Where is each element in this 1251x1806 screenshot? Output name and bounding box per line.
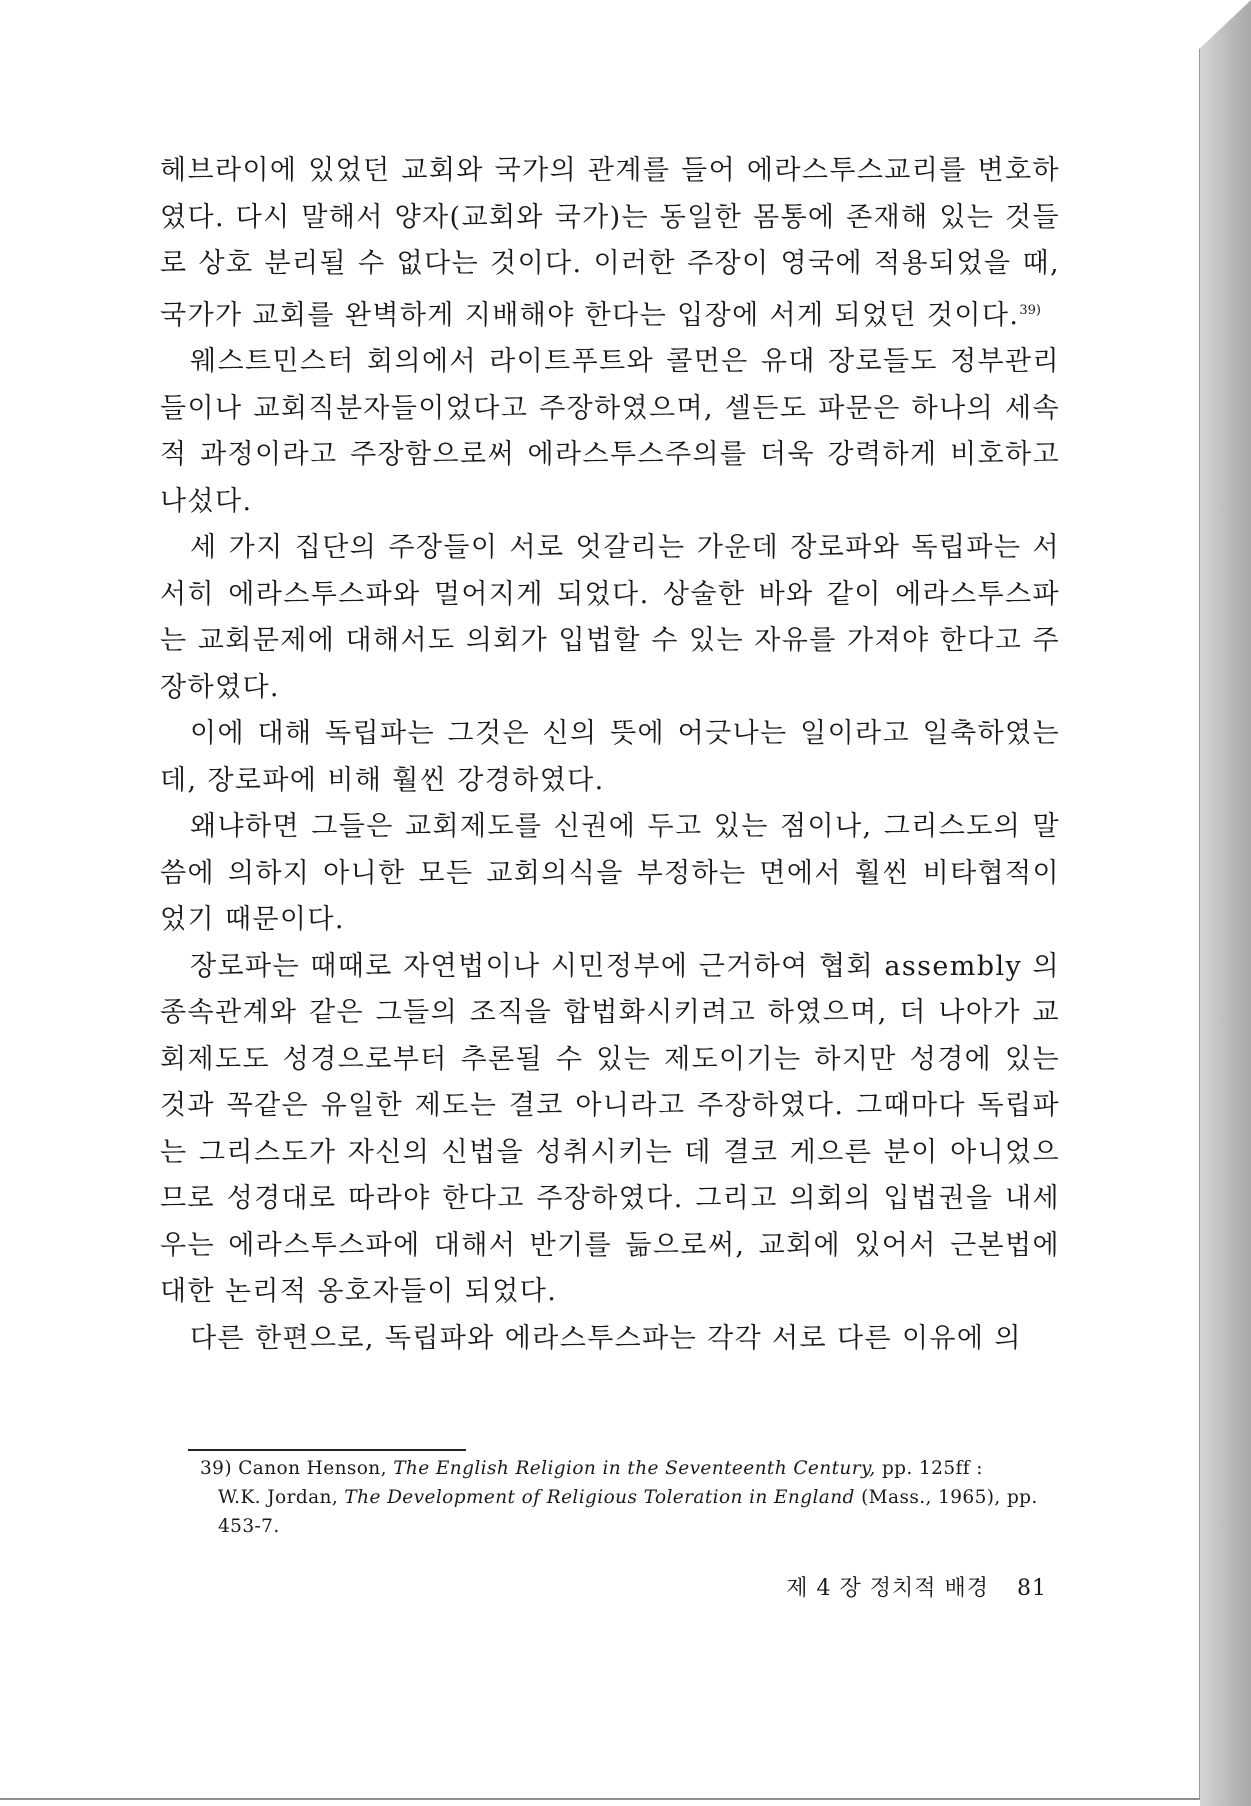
- footnote-line: [200, 1483, 1062, 1541]
- footnote-author: W.K. Jordan,: [218, 1487, 339, 1508]
- footnote-publication: (Mass., 1965), pp. 453-7.: [218, 1487, 1038, 1537]
- page-number: 81: [1017, 1576, 1047, 1601]
- paragraph: 다른 한편으로, 독립파와 에라스투스파는 각각 서로 다른 이유에 의: [190, 1322, 1022, 1354]
- page-edge-shadow: [1200, 0, 1251, 1806]
- footnote: [200, 1454, 1062, 1541]
- chapter-title: 제 4 장 정치적 배경: [786, 1576, 989, 1601]
- page-corner-fold: [1196, 0, 1251, 52]
- footnote-pages: pp. 125ff :: [881, 1458, 983, 1479]
- running-footer: [786, 1571, 1047, 1602]
- footnote-author: Canon Henson,: [238, 1458, 387, 1479]
- paragraph: 헤브라이에 있었던 교회와 국가의 관계를 들어 에라스투스교리를 변호하였다. 다시 말해서 양자(교회와 국가)는 동일한 몸통에 존재해 있는 것들로 상호 분리될 수 없다는 것이다. 이러한 주장이 영국에 적용되었을 때, 국가가 교회를 완벽하게 지배해야 한다는 입장에 서게 되었던 것이다.$^{39)}$: [160, 155, 1060, 331]
- footnote-line: [200, 1454, 1062, 1483]
- paragraph: 세 가지 집단의 주장들이 서로 엇갈리는 가운데 장로파와 독립파는 서서히 에라스투스파와 멀어지게 되었다. 상술한 바와 같이 에라스투스파는 교회문제에 대해서도 의회가 입법할 수 있는 자유를 가져야 한다고 주장하였다.: [160, 532, 1060, 703]
- paragraph: 웨스트민스터 회의에서 라이트푸트와 콜먼은 유대 장로들도 정부관리들이나 교회직분자들이었다고 주장하였으며, 셀든도 파문은 하나의 세속적 과정이라고 주장함으로써 에라스투스주의를 더욱 강력하게 비호하고 나섰다.: [160, 346, 1060, 517]
- body-text: [160, 148, 1060, 1362]
- paragraph: 장로파는 때때로 자연법이나 시민정부에 근거하여 협회 assembly 의 종속관계와 같은 그들의 조직을 합법화시키려고 하였으며, 더 나아가 교회제도도 성경으로부터 추론될 수 있는 제도이기는 하지만 성경에 있는 것과 꼭같은 유일한 제도는 결코 아니라고 주장하였다. 그때마다 독립파는 그리스도가 자신의 신법을 성취시키는 데 결코 게으른 분이 아니었으므로 성경대로 따라야 한다고 주장하였다. 그리고 의회의 입법권을 내세우는 에라스투스파에 대해서 반기를 듦으로써, 교회에 있어서 근본법에 대한 논리적 옹호자들이 되었다.: [160, 950, 1060, 1307]
- footnote-reference: 39): [1019, 302, 1041, 318]
- paragraph: 왜냐하면 그들은 교회제도를 신권에 두고 있는 점이나, 그리스도의 말씀에 의하지 아니한 모든 교회의식을 부정하는 면에서 훨씬 비타협적이었기 때문이다.: [160, 811, 1060, 935]
- footnote-title: The Development of Religious Toleration in England: [344, 1487, 855, 1508]
- footnote-divider: [188, 1449, 466, 1451]
- footnote-title: The English Religion in the Seventeenth Century,: [393, 1458, 876, 1479]
- footnote-number: 39): [200, 1458, 232, 1479]
- paragraph: 이에 대해 독립파는 그것은 신의 뜻에 어긋나는 일이라고 일축하였는데, 장로파에 비해 훨씬 강경하였다.: [160, 718, 1060, 796]
